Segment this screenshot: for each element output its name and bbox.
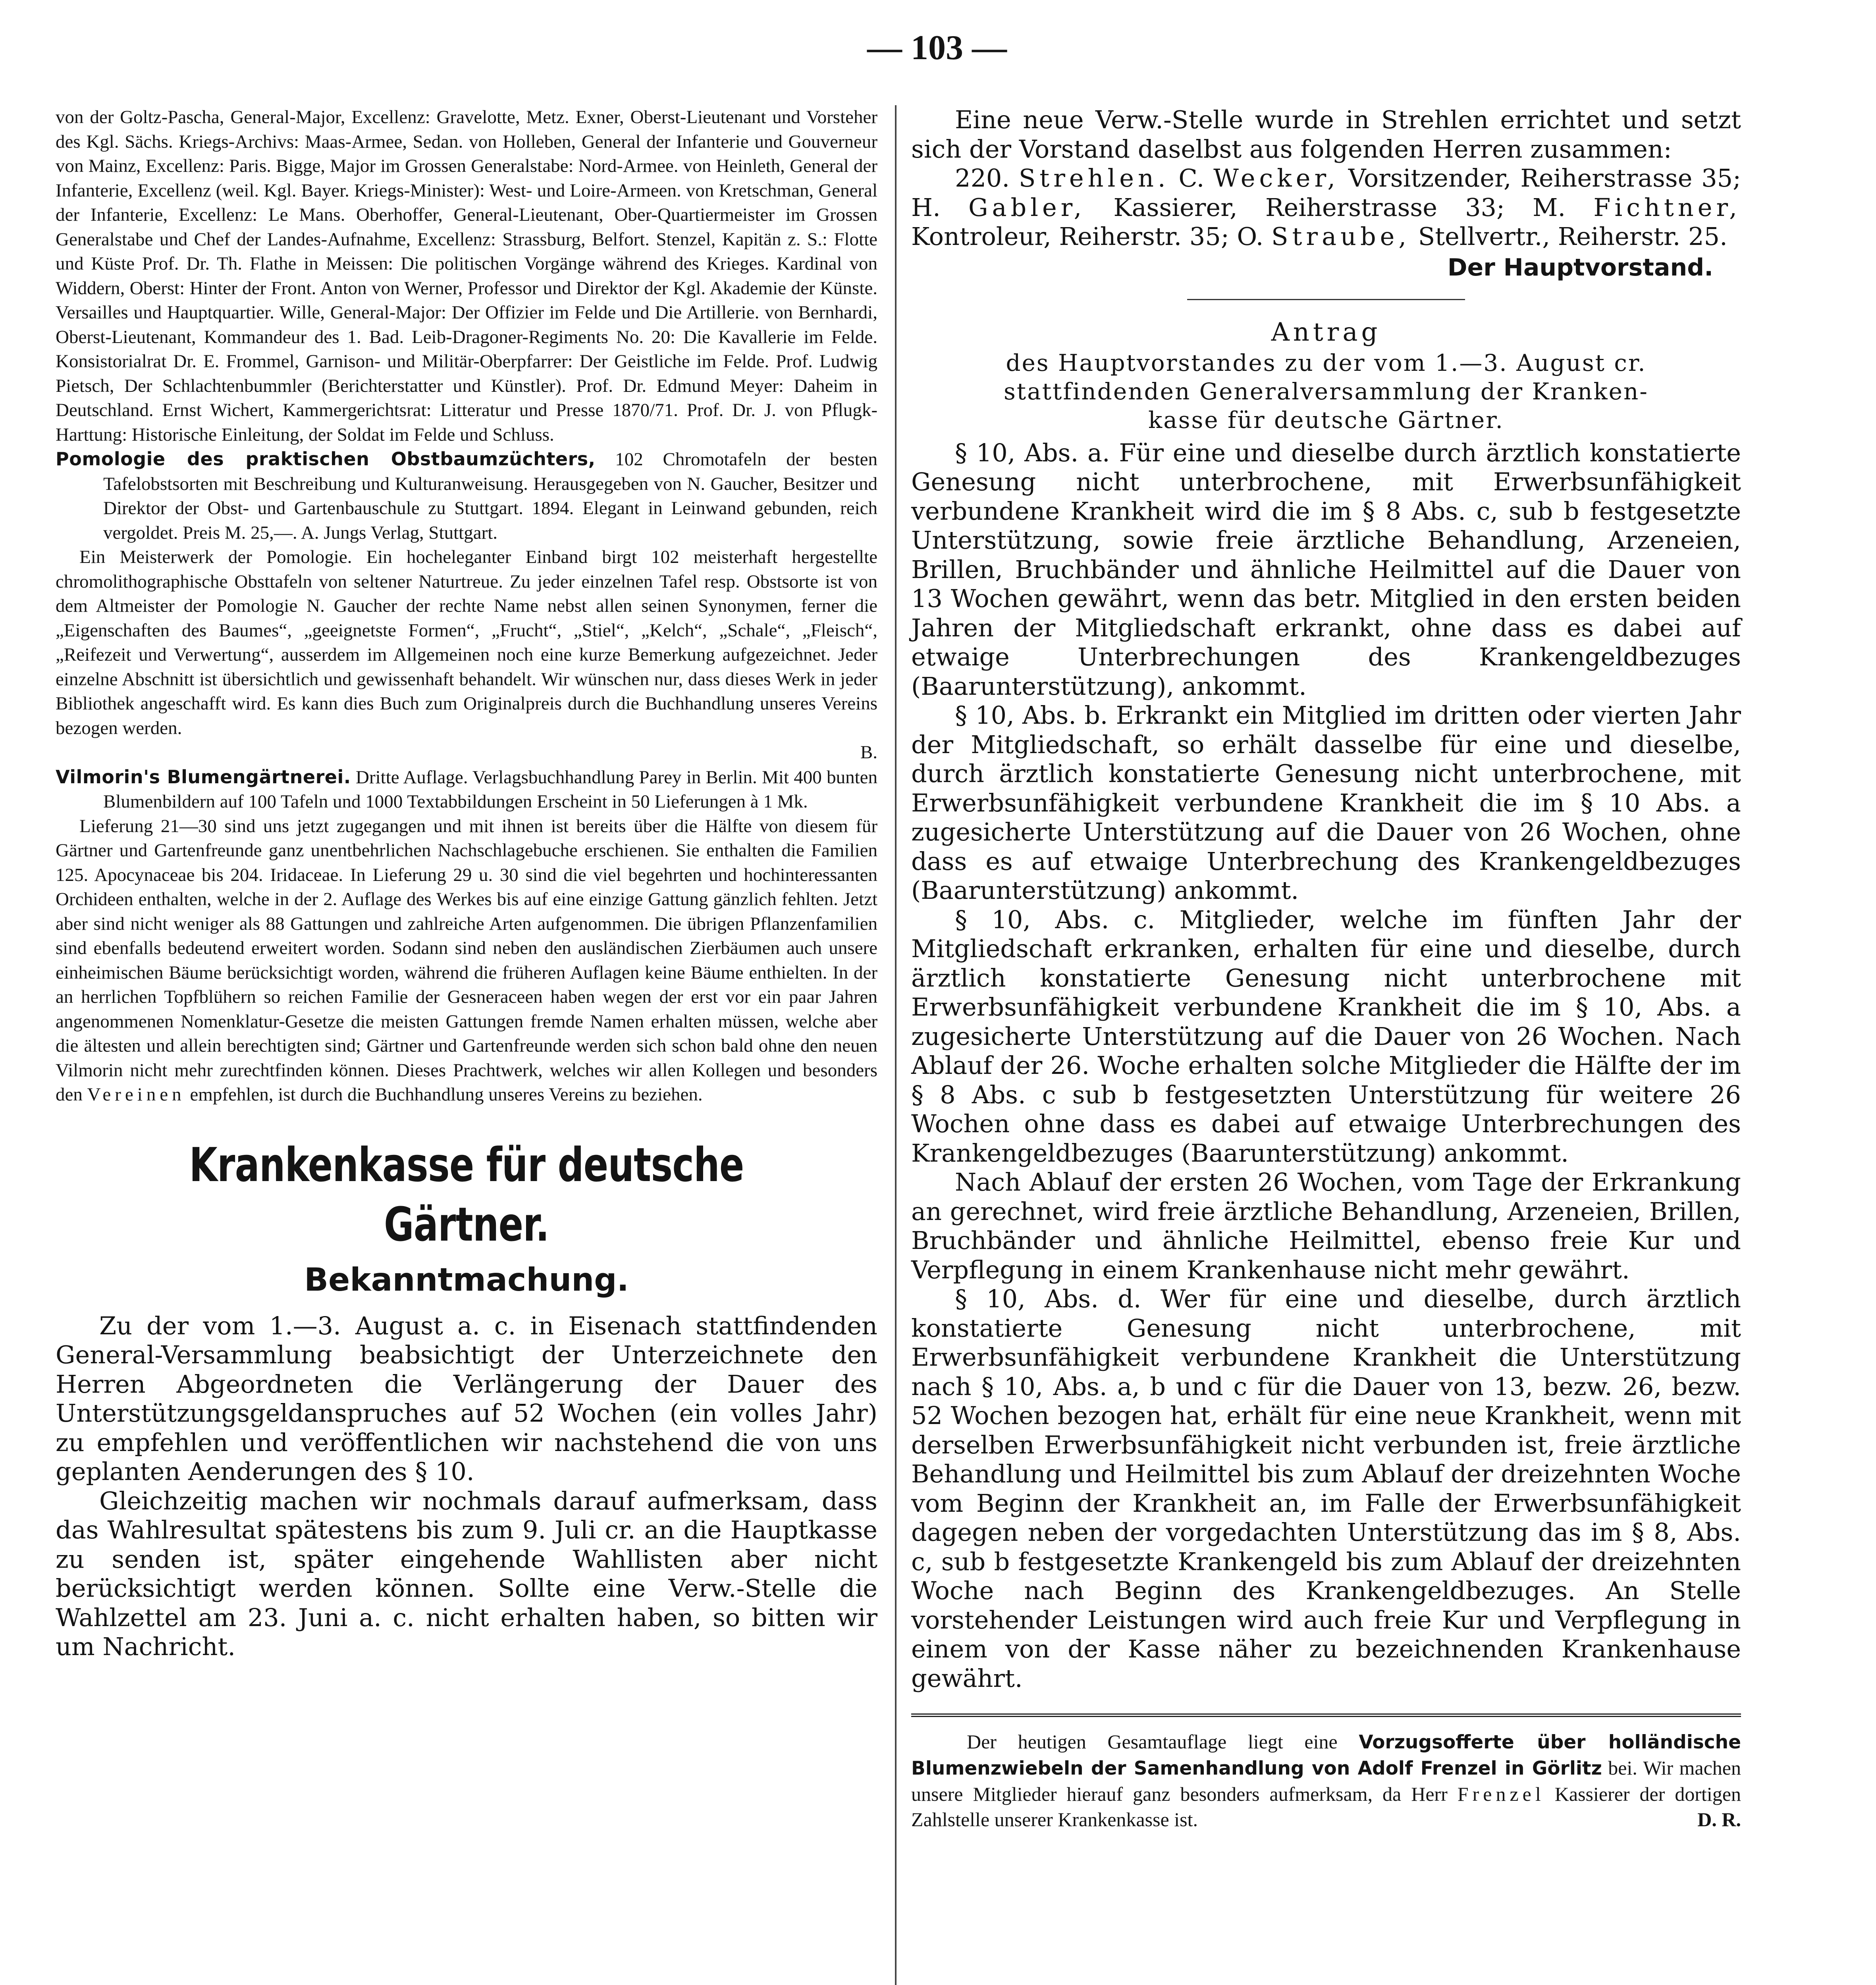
right-column — [911, 105, 1741, 1832]
section-title-krankenkasse: Krankenkasse für deutsche Gärtner. — [189, 1137, 744, 1252]
paragraph-10c: § 10, Abs. c. Mitglieder, welche im fünften Jahr der Mitgliedschaft erkranken, erhalten für eine und dieselbe, durch ärztlich konstatierte Genesung nicht unterbrochene mit Erwerbsunfähigkeit verbundene Krankheit die im § 10, Abs. a zugesicherte Unterstützung auf die Dauer von 26 Wochen. Nach Ablauf der 26. Woche erhalten solche Mitglieder die Hälfte der im § 8 Abs. c sub b festgesetzten Unterstützung für weitere 26 Wochen ohne dass es dabei auf etwaige Unterbrechungen des Krankengeldbezuges (Baarunterstützung) ankommt. — [911, 905, 1741, 1168]
antrag-subtitle: des Hauptvorstandes zu der vom 1.—3. August cr. stattfindenden Generalversammlung der Kranken- kasse für deutsche Gärtner. — [1004, 349, 1648, 434]
book-details-pomologie: 102 Chromotafeln der besten Tafelobstsorten mit Beschreibung und Kulturanweisung. Herausgegeben von N. Gaucher, Besitzer und Direktor der Obst- und Gartenbauschule zu Stuttgart. 1894. Elegant in Leinwand gebunden, reich vergoldet. Preis M. 25,—. A. Jungs Verlag, Stuttgart. — [103, 449, 877, 543]
book-details-vilmorin: Dritte Auflage. Verlagsbuchhandlung Parey in Berlin. Mit 400 bunten Blumenbildern auf 100 Tafeln und 1000 Textabbildungen Erscheint in 50 Lieferungen à 1 Mk. — [103, 767, 877, 812]
footnote-signature: D. R. — [1697, 1808, 1741, 1831]
page-number: — 103 — — [867, 29, 1007, 67]
review-signature: B. — [860, 742, 877, 763]
footnote-notice: Der heutigen Gesamtauflage liegt eine Vorzugsofferte über holländische Blumenzwiebeln der Samenhandlung von Adolf Frenzel in Görlitz bei. Wir machen unsere Mitglieder hierauf ganz besonders aufmerksam, da Herr Frenzel Kassierer der dortigen Zahlstelle unserer Krankenkasse ist. D. R. — [911, 1729, 1741, 1832]
signature-hauptvorstand: Der Hauptvorstand. — [1447, 253, 1713, 281]
board-members-paragraph: 220. Strehlen. C. Wecker, Vorsitzender, Reiherstrasse 35; H. Gabler, Kassierer, Reiherstrasse 33; M. Fichtner, Kontroleur, Reiherstr. 35; O. Straube, Stellvertr., Reiherstr. 25. — [911, 164, 1741, 251]
book-title-vilmorin: Vilmorin's Blumengärtnerei. — [56, 766, 351, 788]
section-divider — [1187, 299, 1465, 300]
footnote-divider — [911, 1713, 1741, 1717]
literature-list: von der Goltz-Pascha, General-Major, Excellenz: Gravelotte, Metz. Exner, Oberst-Lieutenant und Vorsteher des Kgl. Sächs. Kriegs-Archivs: Maas-Armee, Sedan. von Holleben, General der Infanterie und Gouverneur von Mainz, Excellenz: Paris. Bigge, Major im Grossen Generalstabe: Nord-Armee. von Heinleth, General der Infanterie, Excellenz (weil. Kgl. Bayer. Kriegs-Minister): West- und Loire-Armeen. von Kretschman, General der Infanterie, Excellenz: Le Mans. Oberhoffer, General-Lieutenant, Ober-Quartiermeister im Grossen Generalstabe und Chef der Landes-Aufnahme, Excellenz: Strassburg, Belfort. Stenzel, Kapitän z. S.: Flotte und Küste Prof. Dr. Th. Flathe in Meissen: Die politischen Vorgänge während des Krieges. Kardinal von Widdern, Oberst: Hinter der Front. Anton von Werner, Professor und Direktor der Kgl. Akademie der Künste. Versailles und Hauptquartier. Wille, General-Major: Der Offizier im Felde und Die Artillerie. von Bernhardi, Oberst-Lieutenant, Kommandeur des 1. Bad. Leib-Dragoner-Regiments No. 20: Die Kavallerie im Felde. Konsistorialrat Dr. E. Frommel, Garnison- und Militär-Oberpfarrer: Der Geistliche im Felde. Prof. Ludwig Pietsch, Der Schlachtenbummler (Berichterstatter und Künstler). Prof. Dr. Edmund Meyer: Daheim in Deutschland. Ernst Wichert, Kammergerichtsrat: Litteratur und Presse 1870/71. Prof. Dr. J. von Pflugk-Harttung: Historische Einleitung, der Soldat im Felde und Schluss. — [56, 107, 877, 445]
book-entry-vilmorin — [56, 765, 877, 814]
column-divider — [895, 105, 897, 1985]
antrag-title: Antrag — [1271, 317, 1381, 347]
announcement-paragraph-1: Zu der vom 1.—3. August a. c. in Eisenach stattfindenden General-Versammlung beabsichtigt der Unterzeichnete den Herren Abgeordneten die Verlängerung der Dauer des Unterstützungsgeldanspruches auf 52 Wochen (ein volles Jahr) zu empfehlen und veröffentlichen wir nachstehend die von uns geplanten Aenderungen des § 10. — [56, 1311, 877, 1486]
book-review-pomologie: Ein Meisterwerk der Pomologie. Ein hocheleganter Einband birgt 102 meisterhaft hergestellte chromolithographische Obsttafeln von seltener Naturtreue. Zu jeder einzelnen Tafel resp. Obstsorte ist von dem Altmeister der Pomologie N. Gaucher der rechte Name nebst allen seinen Synonymen, ferner die „Eigenschaften des Baumes“, „geeignetste Formen“, „Frucht“, „Stiel“, „Kelch“, „Schale“, „Fleisch“, „Reifezeit und Verwertung“, ausserdem im Allgemeinen noch eine kurze Bemerkung aufgezeichnet. Jeder einzelne Abschnitt ist übersichtlich und gewissenhaft behandelt. Wir wünschen nur, dass dieses Werk in jeder Bibliothek angeschafft wird. Es kann dies Buch zum Originalpreis durch die Buchhandlung unseres Vereins bezogen werden. — [56, 547, 877, 738]
paragraph-10c-continued: Nach Ablauf der ersten 26 Wochen, vom Tage der Erkrankung an gerechnet, wird freie ärztliche Behandlung, Arzeneien, Brillen, Bruchbänder und ähnliche Heilmittel, ebenso freie Kur und Verpflegung in einem Krankenhause nicht mehr gewährt. — [911, 1168, 1741, 1284]
section-subtitle-bekanntmachung: Bekanntmachung. — [304, 1261, 629, 1298]
left-column — [56, 105, 877, 1661]
book-entry-pomologie — [56, 447, 877, 545]
announcement-paragraph-2: Gleichzeitig machen wir nochmals darauf aufmerksam, dass das Wahlresultat spätestens bis zum 9. Juli cr. an die Hauptkasse zu senden ist, später eingehende Wahllisten aber nicht berücksichtigt werden können. Sollte eine Verw.-Stelle die Wahlzettel am 23. Juni a. c. nicht erhalten haben, so bitten wir um Nachricht. — [56, 1486, 877, 1661]
paragraph-10b: § 10, Abs. b. Erkrankt ein Mitglied im dritten oder vierten Jahr der Mitgliedschaft, so erhält dasselbe für eine und dieselbe, durch ärztlich konstatierte Genesung nicht unterbrochene, mit Erwerbsunfähigkeit verbundene Krankheit die im § 10 Abs. a zugesicherte Unterstützung auf die Dauer von 26 Wochen, ohne dass es auf etwaige Unterbrechung des Krankengeldbezuges (Baarunterstützung) ankommt. — [911, 701, 1741, 905]
book-review-vilmorin: Lieferung 21—30 sind uns jetzt zugegangen und mit ihnen ist bereits über die Hälfte von diesem für Gärtner und Gartenfreunde ganz unentbehrlichen Nachschlagebuche erschienen. Sie enthalten die Familien 125. Apocynaceae bis 204. Iridaceae. In Lieferung 29 u. 30 sind die viel begehrten und hochinteressanten Orchideen enthalten, welche in der 2. Auflage des Werkes bis auf eine einzige Gattung gänzlich fehlten. Jetzt aber sind nicht weniger als 88 Gattungen und zahlreiche Arten aufgenommen. Die übrigen Pflanzenfamilien sind ebenfalls bedeutend erweitert worden. Sodann sind neben den ausländischen Zierbäumen auch unsere einheimischen Bäume berücksichtigt worden, während die früheren Auflagen keine Bäume enthielten. In der an herrlichen Topfblühern so reichen Familie der Gesneraceen haben wegen der erst vor ein paar Jahren angenommenen Nomenklatur-Gesetze die meisten Gattungen fremde Namen erhalten müssen, welche aber die ältesten und allein berechtigten sind; Gärtner und Gartenfreunde werden sich schon bald ohne den neuen Vilmorin nicht mehr zurechtfinden können. Dieses Prachtwerk, welches wir allen Kollegen und besonders den Vereinen empfehlen, ist durch die Buchhandlung unseres Vereins zu beziehen. — [56, 815, 877, 1105]
book-title-pomologie: Pomologie des praktischen Obstbaumzüchters, — [56, 448, 596, 470]
paragraph-10a: § 10, Abs. a. Für eine und dieselbe durch ärztlich konstatierte Genesung nicht unterbrochene, mit Erwerbsunfähigkeit verbundene Krankheit wird die im § 8 Abs. c, sub b festgesetzte Unterstützung, sowie freie ärztliche Behandlung, Arzeneien, Brillen, Bruchbänder und ähnliche Heilmittel auf die Dauer von 13 Wochen gewährt, wenn das betr. Mitglied in den ersten beiden Jahren der Mitgliedschaft erkrankt, ohne dass es dabei auf etwaige Unterbrechungen des Krankengeldbezuges (Baarunterstützung), ankommt. — [911, 438, 1741, 701]
new-office-paragraph: Eine neue Verw.-Stelle wurde in Strehlen errichtet und setzt sich der Vorstand daselbst aus folgenden Herren zusammen: — [911, 105, 1741, 164]
footnote-bold-offer: Vorzugsofferte über holländische Blumenzwiebeln der Samenhandlung von Adolf Frenzel in Görlitz — [911, 1731, 1741, 1779]
paragraph-10d: § 10, Abs. d. Wer für eine und dieselbe, durch ärztlich konstatierte Genesung nicht unterbrochene, mit Erwerbsunfähigkeit verbundene Krankheit die Unterstützung nach § 10, Abs. a, b und c für die Dauer von 13, bezw. 26, bezw. 52 Wochen bezogen hat, erhält für eine neue Krankheit, wenn mit derselben Erwerbsunfähigkeit nicht verbunden ist, freie ärztliche Behandlung und Heilmittel bis zum Ablauf der dreizehnten Woche vom Beginn der Krankheit an, im Falle der Erwerbsunfähigkeit dagegen neben der vorgedachten Unterstützung das im § 8, Abs. c, sub b festgesetzte Krankengeld bis zum Ablauf der dreizehnten Woche nach Beginn des Krankengeldbezuges. An Stelle vorstehender Leistungen wird auch freie Kur und Verpflegung in einem von der Kasse näher zu bezeichnenden Krankenhause gewährt. — [911, 1284, 1741, 1693]
